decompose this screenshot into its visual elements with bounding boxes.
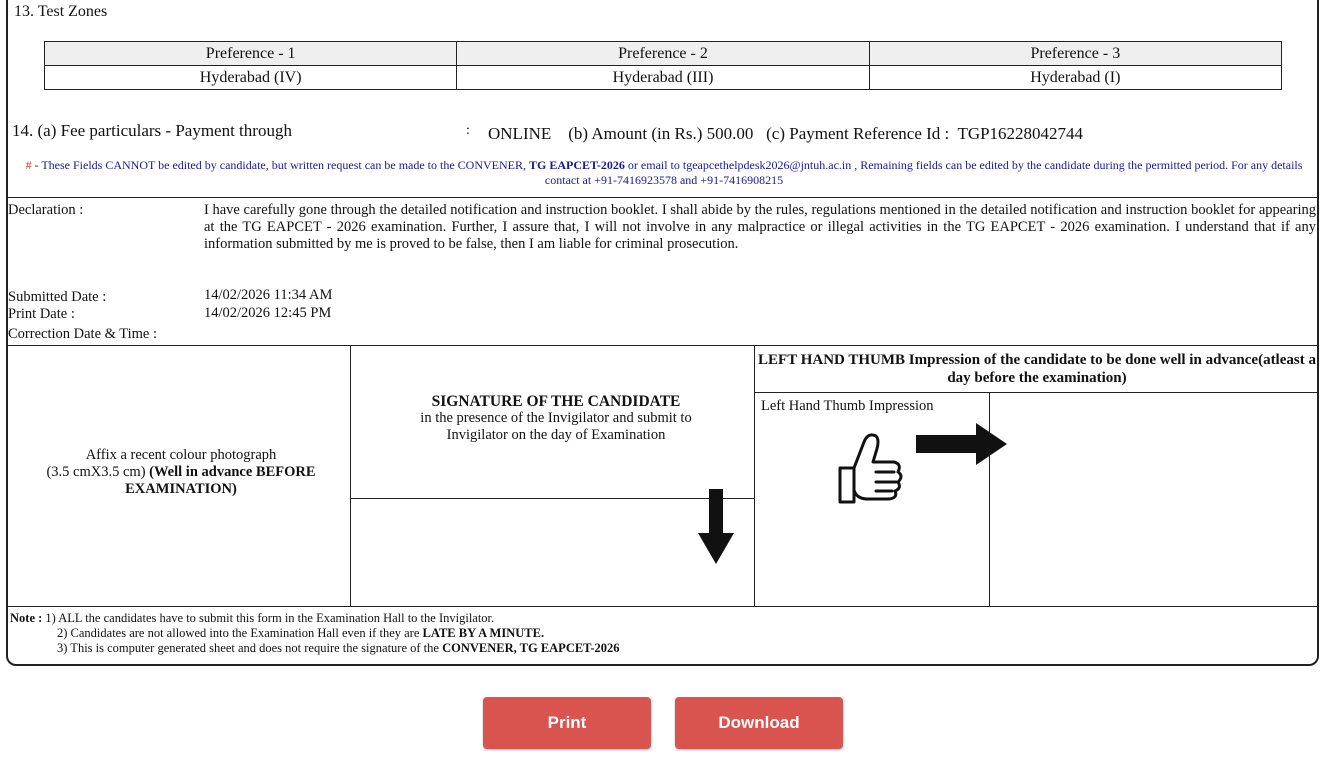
preference-1-header: Preference - 1 [45, 42, 457, 66]
note-prefix: Note : [10, 611, 46, 625]
preference-2-value: Hyderabad (III) [457, 66, 869, 90]
preference-3-value: Hyderabad (I) [869, 66, 1281, 90]
print-date-label: Print Date : [8, 306, 75, 322]
note-item-2: 2) Candidates are not allowed into the Examination Hall even if they are [57, 626, 423, 640]
notice-hash: # [25, 158, 32, 172]
correction-date-label: Correction Date & Time : [8, 326, 158, 342]
test-zones-table [44, 41, 1282, 90]
preference-1-value: Hyderabad (IV) [45, 66, 457, 90]
note-section [10, 611, 620, 656]
edit-notice [10, 158, 1318, 188]
preference-3-header: Preference - 3 [869, 42, 1281, 66]
notice-bold: TG EAPCET-2026 [529, 158, 625, 172]
thumb-heading-line [755, 392, 1319, 393]
photo-signature-thumb-area [6, 351, 1319, 606]
photo-line-2: (3.5 cmX3.5 cm) [46, 464, 150, 480]
arrow-down-icon [696, 489, 736, 565]
print-button[interactable]: Print [483, 697, 651, 749]
thumb-label: Left Hand Thumb Impression [761, 398, 934, 414]
divider-signature [754, 345, 755, 606]
note-item-3: 3) This is computer generated sheet and does not require the signature of the [57, 641, 443, 655]
arrow-right-icon [916, 421, 1008, 467]
thumb-heading: LEFT HAND THUMB Impression of the candidate to be done well in advance(atleast a day before the examination) [758, 352, 1316, 386]
note-item-2-bold: LATE BY A MINUTE. [422, 626, 545, 640]
submitted-date-value: 14/02/2026 11:34 AM [204, 287, 333, 303]
download-button[interactable]: Download [675, 697, 843, 749]
print-date-value: 14/02/2026 12:45 PM [204, 305, 332, 321]
notice-text-1: - These Fields CANNOT be edited by candidate, but written request can be made to the CONVENER, [31, 158, 529, 172]
fee-colon: : [466, 123, 470, 138]
signature-instruction [356, 393, 756, 444]
note-item-3-bold: CONVENER, TG EAPCET-2026 [442, 641, 620, 655]
submitted-date-label: Submitted Date : [8, 289, 107, 305]
signature-title: SIGNATURE OF THE CANDIDATE [431, 393, 681, 410]
divider-boxes-top [6, 345, 1319, 346]
fee-label: 14. (a) Fee particulars - Payment through [12, 121, 292, 140]
photo-bold: (Well in advance BEFORE EXAMINATION) [125, 464, 316, 497]
divider-top [6, 197, 1319, 198]
signature-line [351, 498, 754, 499]
divider-photo [350, 345, 351, 606]
declaration-label: Declaration : [8, 202, 84, 218]
photo-line-1: Affix a recent colour photograph [85, 447, 277, 463]
note-item-1: 1) ALL the candidates have to submit this form in the Examination Hall to the Invigilator. [45, 611, 495, 625]
thumbs-up-icon [836, 428, 906, 510]
divider-note [6, 606, 1319, 607]
photo-instruction [36, 447, 326, 498]
test-zones-heading: 13. Test Zones [14, 3, 108, 20]
fee-details: ONLINE (b) Amount (in Rs.) 500.00 (c) Payment Reference Id : TGP16228042744 [488, 124, 1084, 143]
preference-2-header: Preference - 2 [457, 42, 869, 66]
notice-text-2: or email to tgeapcethelpdesk2026@jntuh.ac.in , Remaining fields can be edited by the candidate during the permitted period. For any details contact at +91-7416923578 and +91-7416908215 [544, 158, 1303, 187]
declaration-text: I have carefully gone through the detailed notification and instruction booklet. I shall abide by the rules, regulations mentioned in the detailed notification and instruction booklet for appearing at the TG EAPCET - 2026 examination. Further, I assure that, I will not involve in any malpractice or illegal activities in the TG EAPCET - 2026 examination. I understand that if any information submitted by me is proved to be false, then I am liable for criminal prosecution. [204, 202, 1316, 252]
signature-subtitle: in the presence of the Invigilator and submit to Invigilator on the day of Examination [420, 410, 692, 443]
